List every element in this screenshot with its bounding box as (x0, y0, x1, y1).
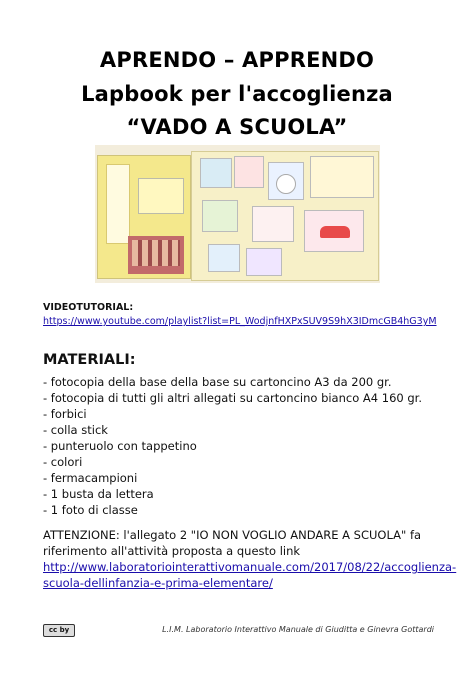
cover-strip (106, 164, 130, 244)
list-item: - colori (43, 455, 83, 469)
name-card (138, 178, 184, 214)
card (310, 156, 374, 198)
list-item: - 1 foto di classe (43, 503, 138, 517)
materials-title: MATERIALI: (43, 352, 136, 368)
card (202, 200, 238, 232)
list-item: - colla stick (43, 423, 108, 437)
attention-link[interactable]: http://www.laboratoriointerattivomanuale.com/2017/08/22/accoglienza-scuola-dellinfanzia-e-prima-elementare/ (43, 560, 457, 590)
cc-license-badge: cc by (43, 624, 75, 637)
list-item: - 1 busta da lettera (43, 487, 154, 501)
title-line-2: Lapbook per l'accoglienza (81, 82, 393, 106)
card (234, 156, 264, 188)
materials-list (43, 374, 422, 518)
class-photo (128, 236, 184, 274)
list-item: - fotocopia di tutti gli altri allegati su cartoncino bianco A4 160 gr. (43, 391, 422, 405)
card (200, 158, 232, 188)
videotutorial-link[interactable]: https://www.youtube.com/playlist?list=PL_WodjnfHXPxSUV9S9hX3IDmcGB4hG3yM (43, 316, 437, 327)
card (246, 248, 282, 276)
card (252, 206, 294, 242)
lapbook-photo (95, 145, 380, 283)
attention-note: ATTENZIONE: l'allegato 2 "IO NON VOGLIO ANDARE A SCUOLA" fa riferimento all'attività proposta a questo link (43, 528, 422, 558)
videotutorial-label: VIDEOTUTORIAL: (43, 302, 134, 313)
footer-credit: L.I.M. Laboratorio Interattivo Manuale di Giuditta e Ginevra Gottardi (162, 625, 434, 634)
list-item: - fotocopia della base della base su cartoncino A3 da 200 gr. (43, 375, 392, 389)
list-item: - forbici (43, 407, 87, 421)
list-item: - fermacampioni (43, 471, 138, 485)
title-line-1: APRENDO – APPRENDO (99, 48, 375, 72)
card (208, 244, 240, 272)
lapbook-inside (191, 151, 379, 281)
car-icon (320, 226, 350, 238)
lapbook-cover (97, 155, 191, 279)
list-item: - punteruolo con tappetino (43, 439, 197, 453)
title-line-3: “VADO A SCUOLA” (126, 115, 348, 139)
bunny-icon (276, 174, 296, 194)
